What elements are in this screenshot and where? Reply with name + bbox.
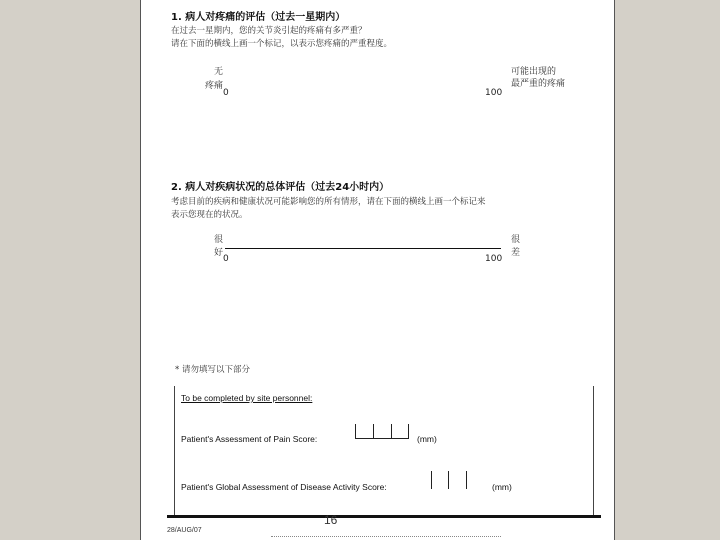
section-2-right-label-b: 差 <box>511 248 521 258</box>
pain-score-label: Patient's Assessment of Pain Score: <box>181 434 318 444</box>
section-2-right-label-a: 很 <box>511 235 521 245</box>
section-1-scale-min: 0 <box>223 88 229 98</box>
section-1-title: 1. 病人对疼痛的评估（过去一星期内） <box>171 12 346 23</box>
footer-rule <box>167 515 601 518</box>
site-personnel-heading: To be completed by site personnel: <box>181 393 313 403</box>
section-1-left-label-a: 无 <box>213 67 223 77</box>
pain-score-entry[interactable] <box>355 424 409 439</box>
section-1-left-label-b: 疼痛 <box>204 81 223 91</box>
section-2-vas-line[interactable] <box>225 248 501 249</box>
global-score-unit: (mm) <box>492 482 512 492</box>
section-2-scale-max: 100 <box>485 254 503 264</box>
section-1-question: 在过去一星期内，您的关节炎引起的疼痛有多严重？ <box>171 26 367 36</box>
section-2-question-cont: 表示您现在的状况。 <box>171 210 248 220</box>
section-2-left-label-a: 很 <box>213 235 223 245</box>
section-1-scale-max: 100 <box>485 88 503 98</box>
section-1-right-label-a: 可能出现的 <box>511 67 557 77</box>
footer-date: 28/AUG/07 <box>167 527 202 534</box>
section-1-instruction: 请在下面的横线上画一个标记，以表示您疼痛的严重程度。 <box>171 39 393 49</box>
section-2-title: 2. 病人对疾病状况的总体评估（过去24小时内） <box>171 182 390 193</box>
section-2-scale-min: 0 <box>223 254 229 264</box>
global-score-label: Patient's Global Assessment of Disease Activity Score: <box>181 482 387 492</box>
do-not-complete-note: * 请勿填写以下部分 <box>175 365 250 375</box>
pain-score-unit: (mm) <box>417 434 437 444</box>
form-page <box>140 0 615 540</box>
global-score-entry[interactable] <box>431 471 467 489</box>
page-number: 16 <box>324 513 338 527</box>
section-1-right-label-b: 最严重的疼痛 <box>511 79 566 89</box>
section-2-question: 考虑目前的疾病和健康状况可能影响您的所有情形，请在下面的横线上画一个标记来 <box>171 197 486 207</box>
site-personnel-box <box>174 386 594 516</box>
footer-faint-text <box>271 536 501 538</box>
section-2-left-label-b: 好 <box>213 248 223 258</box>
